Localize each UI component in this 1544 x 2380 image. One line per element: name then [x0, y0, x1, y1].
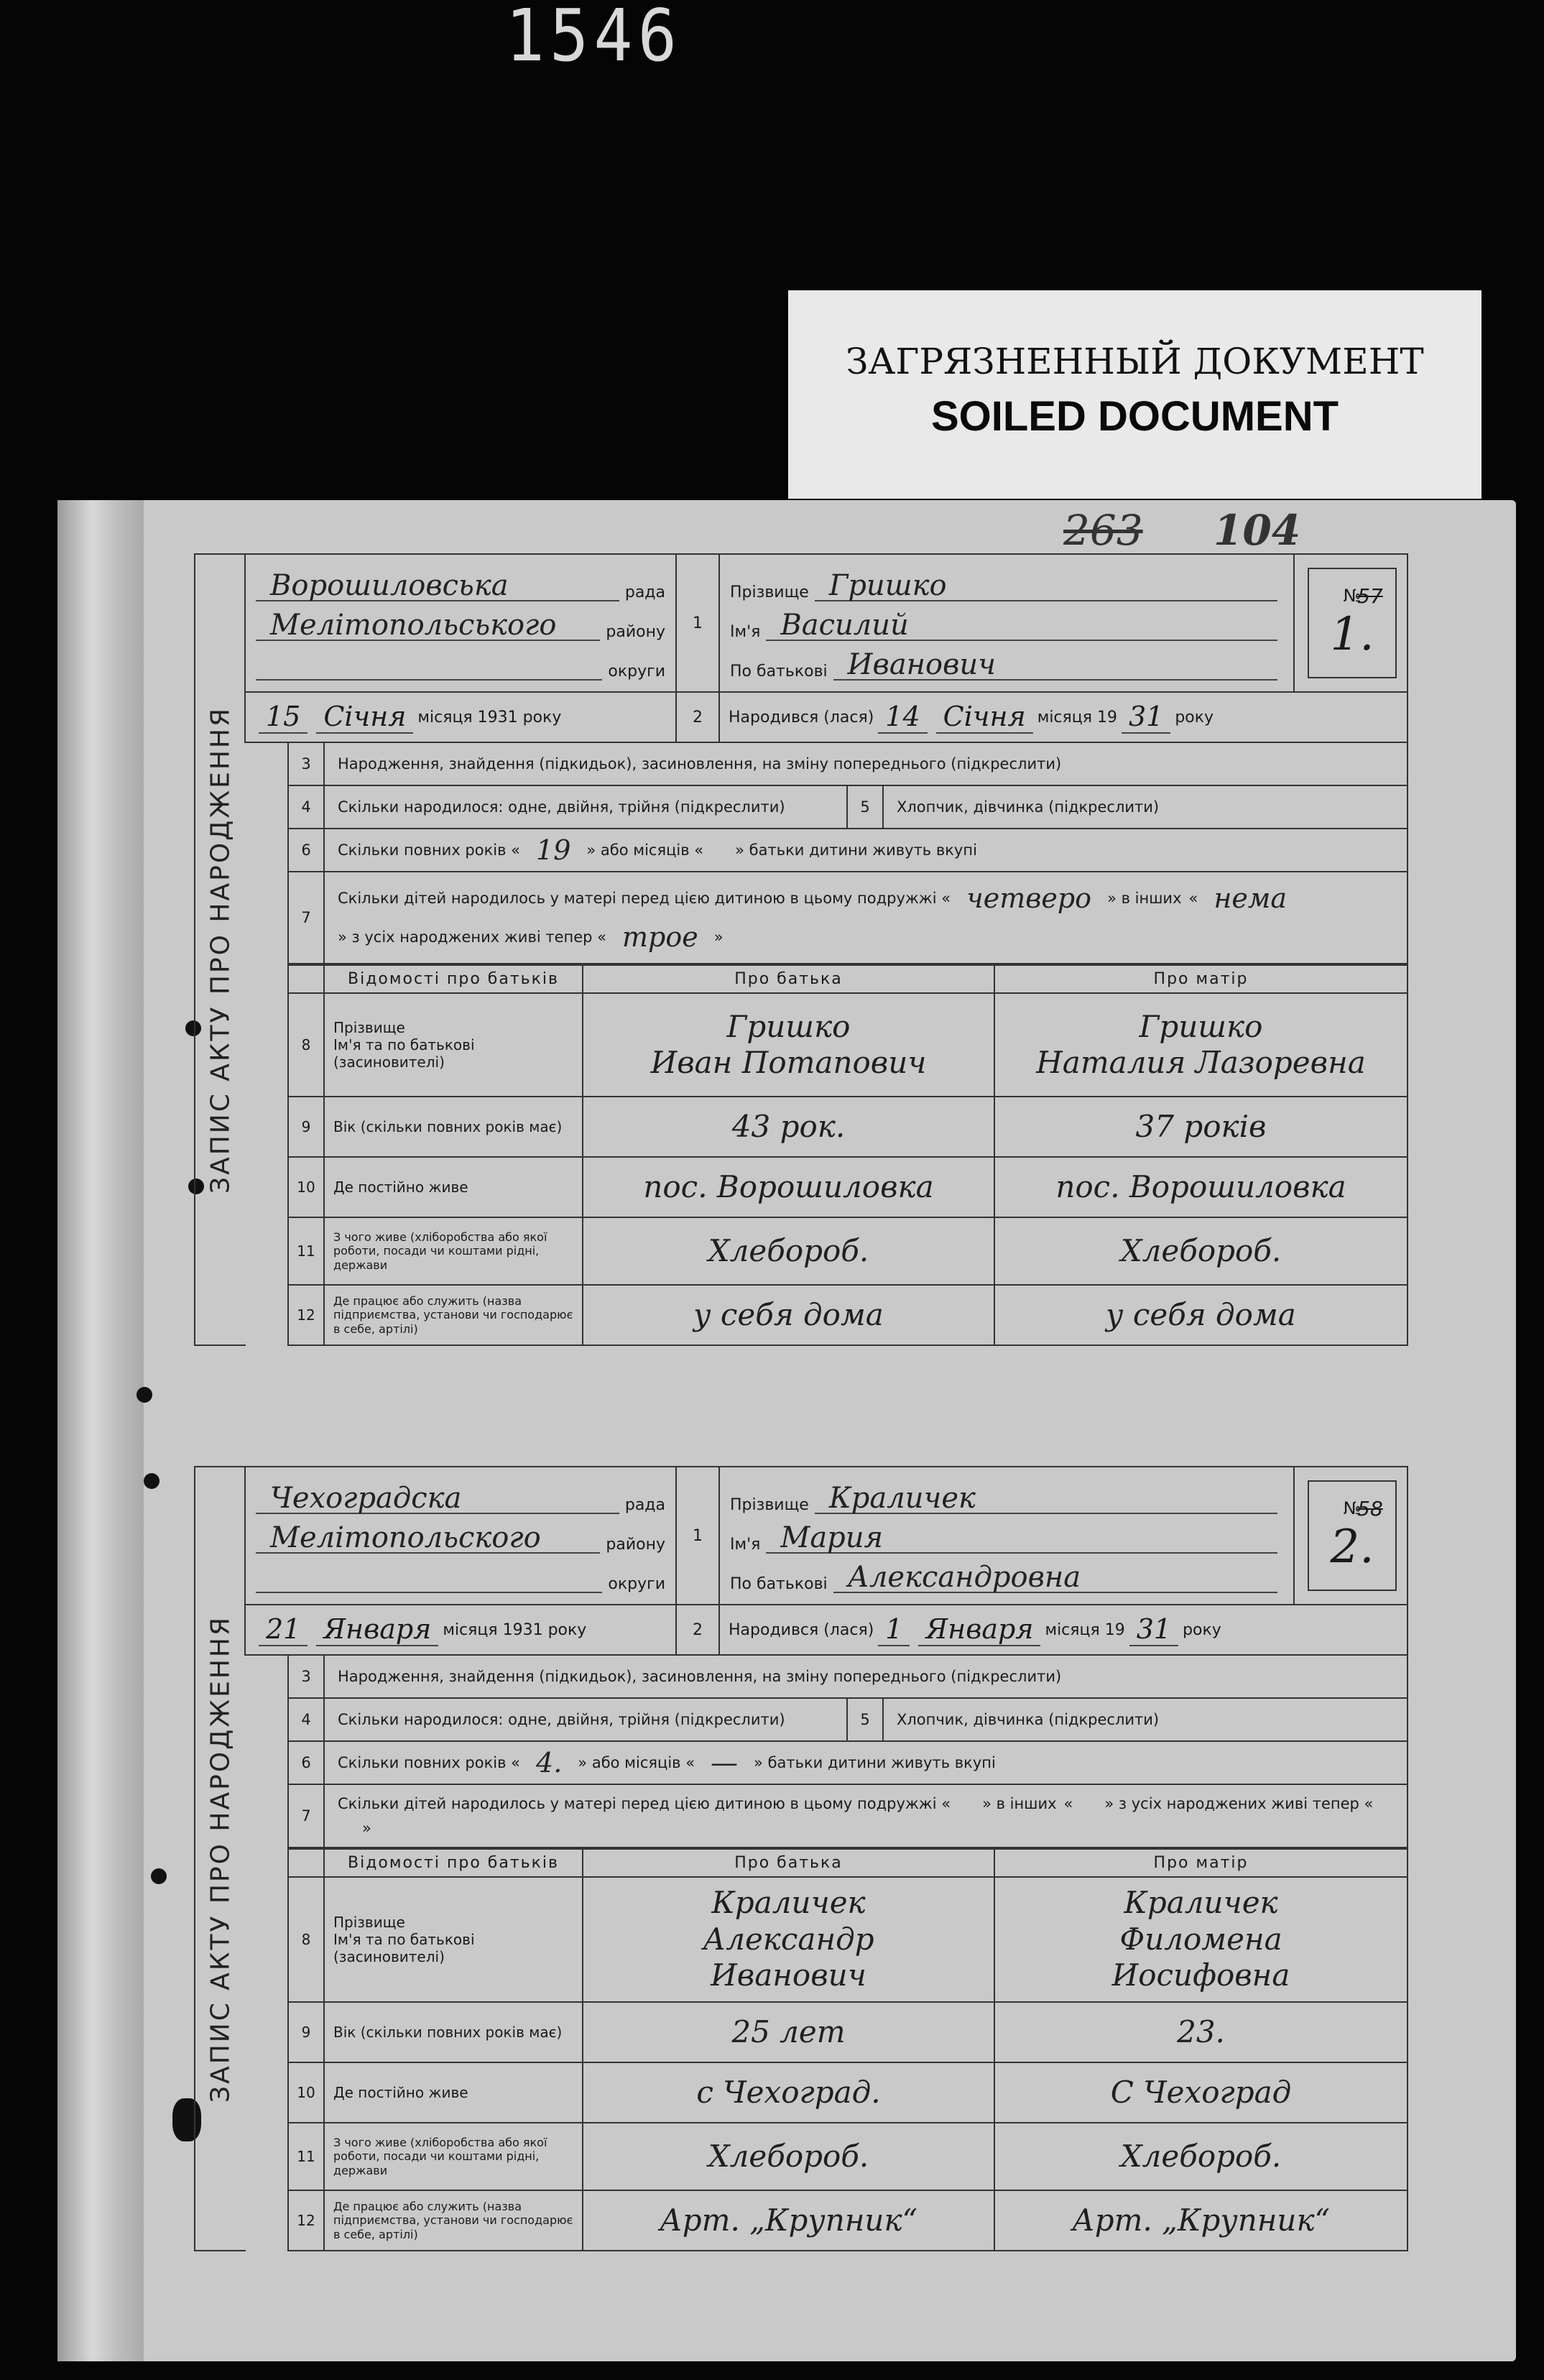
okrugy-value	[256, 679, 602, 681]
father-occupation: Хлебороб.	[583, 1217, 995, 1284]
record-number-box: № 57 1.	[1308, 568, 1397, 678]
side-title: ЗАПИС АКТУ ПРО НАРОДЖЕННЯ	[194, 1466, 246, 2251]
reg-day: 15	[259, 701, 308, 734]
parents-table: Відомості про батьків Про батька Про матір 8 Прізвище Ім'я та по батькові (засиновителі) Гришко Иван Потапович Гришко Наталия Лазоревна 9 Вік (скільки повних років має) 43 рок. 37 років 10 Де постійно живе пос. Ворошиловка пос. Ворошиловка 11 З чого живе (хліборобства або якої роботи, посади чи коштами рідні, держави Хлебороб. Хлебороб. 12 Де працює або служить (назва підприємства, установи чи господарює в себе, артілі) у себя дома у себя дома	[287, 964, 1408, 1346]
side-title: ЗАПИС АКТУ ПРО НАРОДЖЕННЯ	[194, 553, 246, 1346]
child-surname: Гришко	[815, 571, 1277, 601]
parents-table: Відомості про батьків Про батька Про матір 8 Прізвище Ім'я та по батькові (засиновителі) Краличек Александр Иванович Краличек Филомена Иосифовна 9 Вік (скільки повних років має) 25 лет 23. 10 Де постійно живе с Чехоград. С Чехоград 11 З чого живе (хліборобства або якої роботи, посади чи коштами рідні, держави Хлебороб. Хлебороб. 12 Де працює або служить (назва підприємства, установи чи господарює в себе, артілі) Арт. „Крупник“ Арт. „Крупник“	[287, 1848, 1408, 2251]
father-residence: пос. Ворошиловка	[583, 1156, 995, 1217]
years-together: 19	[536, 834, 571, 866]
children-alive: трое	[622, 921, 698, 953]
sheet-number: 104	[1214, 506, 1301, 555]
born-year: 31	[1129, 1613, 1178, 1646]
father-occupation: Хлебороб.	[583, 2122, 995, 2190]
children-other: нема	[1214, 882, 1288, 914]
child-patronymic: Александровна	[833, 1563, 1277, 1593]
frame-number: 1546	[505, 0, 683, 78]
mother-name: Гришко Наталия Лазоревна	[995, 992, 1407, 1096]
born-day: 1	[878, 1613, 910, 1646]
father-age: 25 лет	[583, 2001, 995, 2062]
binding-hole	[151, 1868, 167, 1884]
rada-value: Чехоградска	[256, 1484, 619, 1514]
born-month: Января	[918, 1613, 1040, 1646]
page-binding-edge	[57, 500, 144, 2361]
reg-month: Января	[316, 1613, 438, 1646]
birth-record-2: ЗАПИС АКТУ ПРО НАРОДЖЕННЯ Чехоградска рада Мелітопольского району округи 1 Прізвище Краличек Ім'я Мария По батькові Александровна № 58 2. 21 Января місяця 1931 року 2 Народився (лася) 1 Января місяця 19 31 року 3 Народження, знайдення (підкидьок), засиновлення, на зміну попереднього (підкреслити) 4 Скільки народилося: одне, двійня, трійня (підкреслити) 5 Хлопчик, дівчинка (підкреслити) 6 Скільки повних років « 4. » або місяців « — » батьки дитини живуть вкупі 7 Скільки дітей народилось у матері перед цією дитиною в цьому подружжі « » в інших « » з усіх народжених живі тепер « » Відомості про батьків Про батька Про матір 8 Прізвище Ім'я та по батькові (засиновителі) Краличек Александр Иванович Краличек Филомена Иосифовна 9 Вік (скільки повних років має) 25 лет 23. 10 Де постійно живе с Чехоград. С Чехоград 11 З чого живе (хліборобства або якої роботи, посади чи коштами рідні, держави Хлебороб. Хлебороб. 12 Де працює або служить (назва підприємства, установи чи господарює в себе, артілі) Арт. „Крупник“ Арт. „Крупник“	[244, 1466, 1408, 2251]
birth-record-1: ЗАПИС АКТУ ПРО НАРОДЖЕННЯ Ворошиловська рада Мелітопольського району округи 1 Прізвище Гришко Ім'я Василий По батькові Иванович № 57 1. 15 Січня місяця 1931 року 2 Народився (лася) 14 Січня місяця 19 31 року 3 Народження, знайдення (підкидьок), засиновлення, на зміну попереднього (підкреслити) 4 Скільки народилося: одне, двійня, трійня (підкреслити) 5 Хлопчик, дівчинка (підкреслити) 6 Скільки повних років « 19 » або місяців « » батьки дитини живуть вкупі 7 Скільки дітей народилось у матері перед цією дитиною в цьому подружжі « четверо » в інших « нема » з усіх народжених живі тепер « трое » Відомості про батьків Про батька Про матір 8 Прізвище Ім'я та по батькові (засиновителі) Гришко Иван Потапович Гришко Наталия Лазоревна 9 Вік (скільки повних років має) 43 рок. 37 років 10 Де постійно живе пос. Ворошиловка пос. Ворошиловка 11 З чого живе (хліборобства або якої роботи, посади чи коштами рідні, держави Хлебороб. Хлебороб. 12 Де працює або служить (назва підприємства, установи чи господарює в себе, артілі) у себя дома у себя дома	[244, 553, 1408, 1346]
mother-workplace: Арт. „Крупник“	[995, 2190, 1407, 2250]
mother-age: 23.	[995, 2001, 1407, 2062]
father-age: 43 рок.	[583, 1096, 995, 1156]
child-patronymic: Иванович	[833, 650, 1277, 681]
child-name: Василий	[766, 611, 1277, 641]
raion-value: Мелітопольского	[256, 1523, 600, 1554]
crossed-sheet-number: 263	[1063, 506, 1143, 555]
child-name: Мария	[766, 1523, 1277, 1554]
soiled-label-ru: ЗАГРЯЗНЕННЫЙ ДОКУМЕНТ	[846, 341, 1424, 382]
binding-hole	[137, 1387, 152, 1403]
mother-residence: С Чехоград	[995, 2062, 1407, 2122]
father-name: Краличек Александр Иванович	[583, 1876, 995, 2001]
child-surname: Краличек	[815, 1484, 1277, 1514]
reg-day: 21	[259, 1613, 308, 1646]
born-day: 14	[878, 701, 927, 734]
reg-month: Січня	[316, 701, 413, 734]
months-together: —	[711, 1747, 739, 1779]
mother-occupation: Хлебороб.	[995, 2122, 1407, 2190]
mother-residence: пос. Ворошиловка	[995, 1156, 1407, 1217]
record-number-box: № 58 2.	[1308, 1480, 1397, 1591]
raion-value: Мелітопольського	[256, 611, 600, 641]
children-before: четверо	[966, 882, 1092, 914]
mother-workplace: у себя дома	[995, 1284, 1407, 1344]
born-month: Січня	[936, 701, 1033, 734]
binding-hole	[144, 1473, 160, 1489]
years-together: 4.	[536, 1747, 563, 1779]
mother-age: 37 років	[995, 1096, 1407, 1156]
soiled-document-label	[788, 290, 1481, 499]
father-residence: с Чехоград.	[583, 2062, 995, 2122]
okrugy-value	[256, 1592, 602, 1593]
rada-value: Ворошиловська	[256, 571, 619, 601]
soiled-label-en: SOILED DOCUMENT	[930, 393, 1339, 440]
born-year: 31	[1122, 701, 1170, 734]
father-workplace: Арт. „Крупник“	[583, 2190, 995, 2250]
father-name: Гришко Иван Потапович	[583, 992, 995, 1096]
mother-occupation: Хлебороб.	[995, 1217, 1407, 1284]
mother-name: Краличек Филомена Иосифовна	[995, 1876, 1407, 2001]
father-workplace: у себя дома	[583, 1284, 995, 1344]
archive-marks	[1063, 506, 1300, 555]
